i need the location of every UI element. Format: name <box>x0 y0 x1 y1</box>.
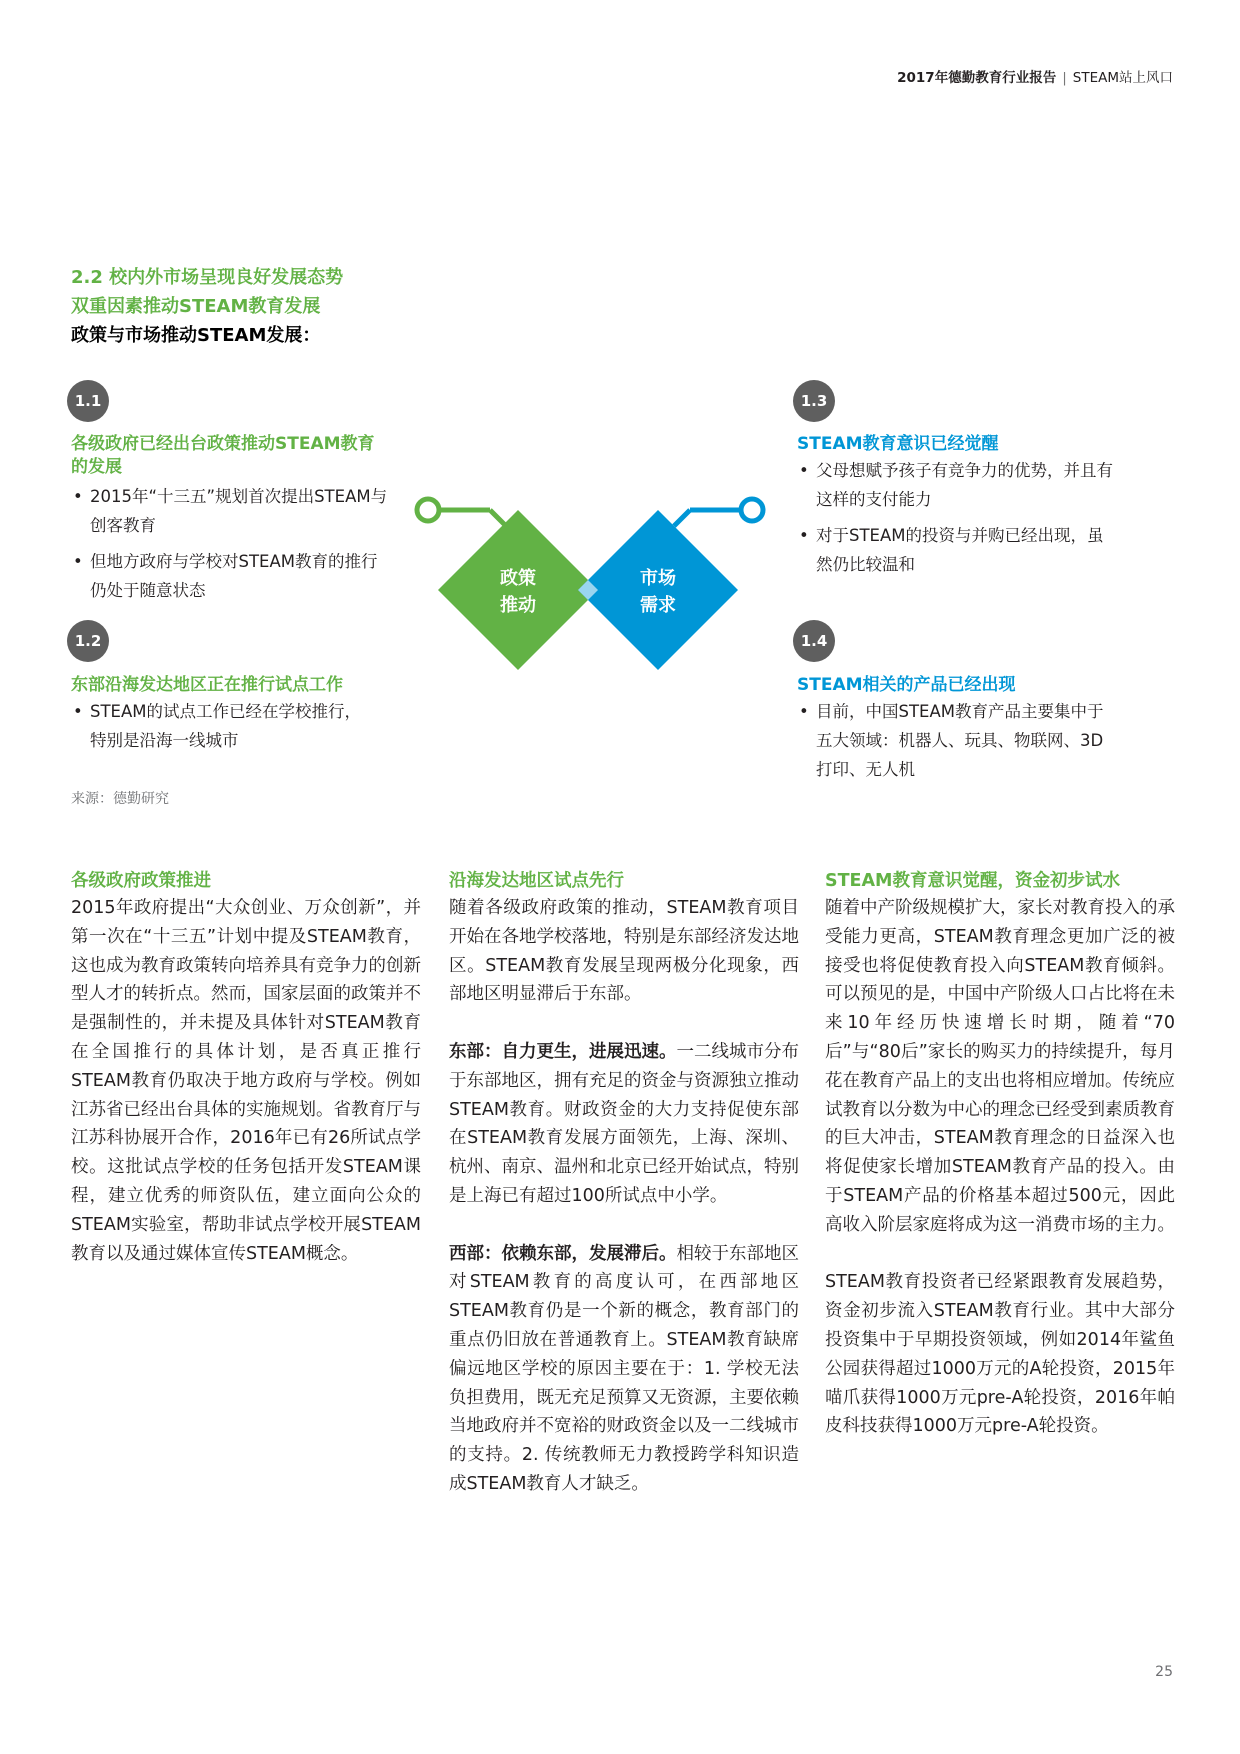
column-heading: 各级政府政策推进 <box>71 871 211 891</box>
paragraph-text: 相较于东部地区对STEAM教育的高度认可，在西部地区STEAM教育仍是一个新的概念，教育部门的重点仍旧放在普通教育上。STEAM教育缺席偏远地区学校的原因主要在于：1. 学校无法负担费用，既无充足预算又无资源，主要依赖当地政府并不宽裕的财政资金以及一二线城市的支持。2. 传统教师无力教授跨学科知识造成STEAM教育人才缺乏。 <box>449 1243 799 1494</box>
policy-diamond <box>438 510 598 670</box>
list-item: • 2015年“十三五”规划首次提出STEAM与创客教育 <box>71 482 391 540</box>
box-1-2-bullets <box>71 697 371 762</box>
paragraph-lead: 东部：自力更生，进展迅速。 <box>449 1041 677 1062</box>
policy-label-line2: 推动 <box>500 595 536 616</box>
list-item: • 目前，中国STEAM教育产品主要集中于五大领域：机器人、玩具、物联网、3D打印、无人机 <box>797 697 1113 784</box>
policy-connector-diagonal <box>490 510 506 526</box>
box-1-1-bullets <box>71 482 391 612</box>
section-heading: 2.2 校内外市场呈现良好发展态势 <box>71 267 344 288</box>
paragraph-lead: 西部：依赖东部，发展滞后。 <box>449 1243 677 1264</box>
market-label-line2: 需求 <box>640 595 676 616</box>
source-note: 来源：德勤研究 <box>71 791 169 807</box>
box-1-4-bullets <box>797 697 1113 791</box>
box-1-1-title: 各级政府已经出台政策推动STEAM教育的发展 <box>71 434 375 477</box>
box-1-3-title: STEAM教育意识已经觉醒 <box>797 434 999 454</box>
header-separator: | <box>1062 70 1067 86</box>
box-1-4-title: STEAM相关的产品已经出现 <box>797 675 1016 695</box>
page-number: 25 <box>1155 1664 1173 1680</box>
paragraph-text: STEAM教育投资者已经紧跟教育发展趋势，资金初步流入STEAM教育行业。其中大部分投资集中于早期投资领域，例如2014年鲨鱼公园获得超过1000万元的A轮投资，2015年喵爪获得1000万元pre-A轮投资，2016年帕皮科技获得1000万元pre-A轮投资。 <box>825 1272 1175 1437</box>
market-label-line1: 市场 <box>640 568 676 589</box>
market-connector-diagonal <box>674 510 690 526</box>
list-item: • STEAM的试点工作已经在学校推行，特别是沿海一线城市 <box>71 697 371 755</box>
list-item: • 父母想赋予孩子有竞争力的优势，并且有这样的支付能力 <box>797 456 1113 514</box>
paragraph <box>825 894 1175 1240</box>
column-government-policy <box>71 868 421 1297</box>
badge-1-2: 1.2 <box>67 620 109 662</box>
column-coastal-pilots <box>449 868 799 1528</box>
report-subtitle: STEAM站上风口 <box>1072 70 1173 86</box>
badge-1-3: 1.3 <box>793 380 835 422</box>
column-awareness-funding <box>825 868 1175 1470</box>
paragraph-text: 随着各级政府政策的推动，STEAM教育项目开始在各地学校落地，特别是东部经济发达地区。STEAM教育发展呈现两极分化现象，西部地区明显滞后于东部。 <box>449 898 799 1005</box>
section-intro: 政策与市场推动STEAM发展： <box>71 325 321 346</box>
badge-1-4: 1.4 <box>793 620 835 662</box>
paragraph <box>71 894 421 1268</box>
paragraph-text: 2015年政府提出“大众创业、万众创新”，并第一次在“十三五”计划中提及STEAM教育，这也成为教育政策转向培养具有竞争力的创新型人才的转折点。然而，国家层面的政策并不是强制性的，并未提及具体针对STEAM教育在全国推行的具体计划，是否真正推行STEAM教育仍取决于地方政府与学校。例如江苏省已经出台具体的实施规划。省教育厅与江苏科协展开合作，2016年已有26所试点学校。这批试点学校的任务包括开发STEAM课程，建立优秀的师资队伍，建立面向公众的STEAM实验室，帮助非试点学校开展STEAM教育以及通过媒体宣传STEAM概念。 <box>71 898 421 1264</box>
paragraph <box>449 1038 799 1211</box>
box-1-2-title: 东部沿海发达地区正在推行试点工作 <box>71 675 343 695</box>
list-item: • 但地方政府与学校对STEAM教育的推行仍处于随意状态 <box>71 547 391 605</box>
paragraph <box>449 894 799 1009</box>
policy-market-diagram <box>400 480 780 680</box>
running-header <box>897 66 1173 86</box>
report-title: 2017年德勤教育行业报告 <box>897 70 1057 86</box>
market-connector-dot <box>741 499 763 521</box>
column-heading: STEAM教育意识觉醒，资金初步试水 <box>825 871 1120 891</box>
badge-1-1: 1.1 <box>67 380 109 422</box>
paragraph <box>825 1268 1175 1441</box>
section-subheading: 双重因素推动STEAM教育发展 <box>71 296 321 317</box>
paragraph <box>449 1240 799 1499</box>
policy-label-line1: 政策 <box>500 568 536 589</box>
list-item: • 对于STEAM的投资与并购已经出现，虽然仍比较温和 <box>797 521 1113 579</box>
box-1-3-bullets <box>797 456 1113 586</box>
paragraph-text: 一二线城市分布于东部地区，拥有充足的资金与资源独立推动STEAM教育。财政资金的大力支持促使东部在STEAM教育发展方面领先，上海、深圳、杭州、南京、温州和北京已经开始试点，特别是上海已有超过100所试点中小学。 <box>449 1041 799 1206</box>
column-heading: 沿海发达地区试点先行 <box>449 871 624 891</box>
paragraph-text: 随着中产阶级规模扩大，家长对教育投入的承受能力更高，STEAM教育理念更加广泛的被接受也将促使教育投入向STEAM教育倾斜。可以预见的是，中国中产阶级人口占比将在未来10年经历快速增长时期，随着“70后”与“80后”家长的购买力的持续提升，每月花在教育产品上的支出也将相应增加。传统应试教育以分数为中心的理念已经受到素质教育的巨大冲击，STEAM教育理念的日益深入也将促使家长增加STEAM教育产品的投入。由于STEAM产品的价格基本超过500元，因此高收入阶层家庭将成为这一消费市场的主力。 <box>825 898 1175 1235</box>
market-diamond <box>578 510 738 670</box>
policy-connector-dot <box>417 499 439 521</box>
